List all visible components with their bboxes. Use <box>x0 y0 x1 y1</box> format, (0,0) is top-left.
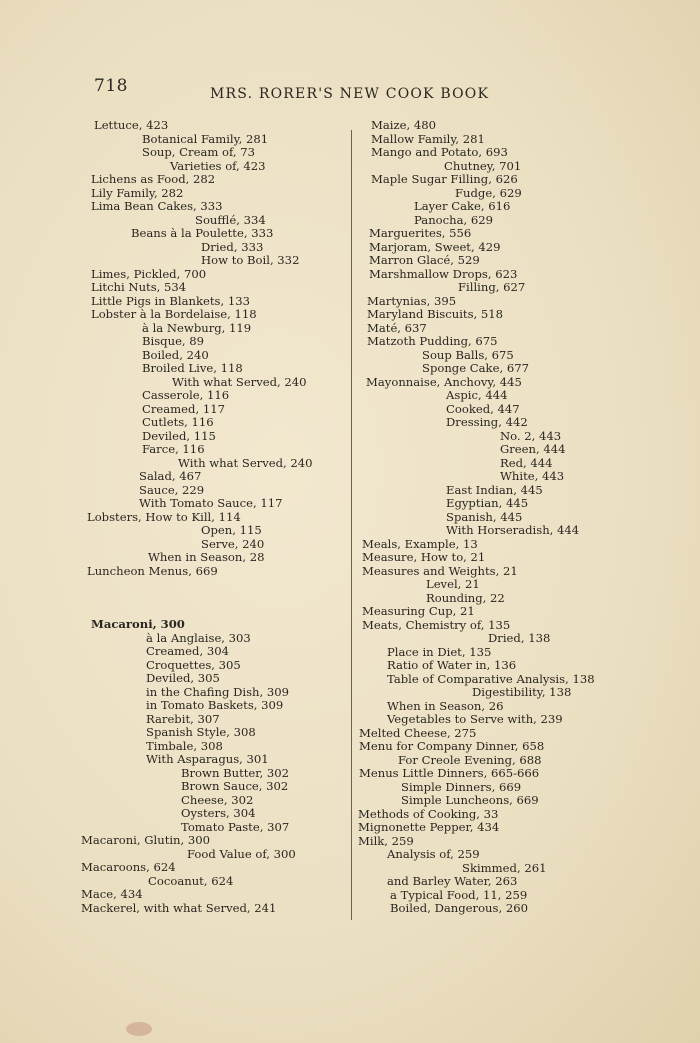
index-entry: Simple Luncheons, 669 <box>401 793 539 807</box>
index-entry: in the Chafing Dish, 309 <box>146 684 290 699</box>
index-entry: Soup Balls, 675 <box>422 347 514 362</box>
index-entry: Mango and Potato, 693 <box>371 145 508 159</box>
index-entry: Brown Butter, 302 <box>181 765 290 780</box>
index-entry: Serve, 240 <box>201 536 265 551</box>
index-entry: Spanish, 445 <box>446 509 523 524</box>
page-number: 718 <box>94 76 128 96</box>
index-entry: Brown Sauce, 302 <box>181 779 289 793</box>
index-entry: Beans à la Poulette, 333 <box>131 226 274 240</box>
index-entry: Maryland Biscuits, 518 <box>367 307 504 321</box>
index-entry: Bisque, 89 <box>142 334 205 348</box>
index-entry: Casserole, 116 <box>142 388 230 402</box>
index-column-left <box>60 119 335 915</box>
index-entry: Limes, Pickled, 700 <box>91 266 207 281</box>
index-entry: Botanical Family, 281 <box>142 131 269 146</box>
index-entry: Measure, How to, 21 <box>362 550 486 564</box>
index-entry: Salad, 467 <box>139 469 202 483</box>
index-entry: and Barley Water, 263 <box>387 874 518 888</box>
index-entry: Meats, Chemistry of, 135 <box>362 617 511 632</box>
index-entry: Meals, Example, 13 <box>362 536 478 551</box>
index-entry: Table of Comparative Analysis, 138 <box>387 671 595 686</box>
index-entry: Measures and Weights, 21 <box>362 563 518 578</box>
index-entry: Lettuce, 423 <box>94 118 169 132</box>
index-entry: Croquettes, 305 <box>146 657 241 672</box>
index-entry: Place in Diet, 135 <box>387 644 492 659</box>
index-entry: Level, 21 <box>426 577 480 591</box>
index-entry: Egyptian, 445 <box>446 496 529 510</box>
index-entry: à la Anglaise, 303 <box>146 630 251 645</box>
index-entry: Sponge Cake, 677 <box>422 361 529 375</box>
index-entry: Dressing, 442 <box>446 415 528 429</box>
index-entry: Digestibility, 138 <box>472 685 572 699</box>
index-entry: Dried, 138 <box>488 631 551 645</box>
index-entry: Marshmallow Drops, 623 <box>369 266 518 281</box>
index-entry: Cocoanut, 624 <box>148 873 234 888</box>
section-gap <box>60 578 335 618</box>
index-entry: Filling, 627 <box>458 280 526 294</box>
index-entry: How to Boil, 332 <box>201 253 300 267</box>
index-entry: Menus Little Dinners, 665-666 <box>359 766 540 780</box>
running-title: MRS. RORER'S NEW COOK BOOK <box>210 86 490 102</box>
index-entry: For Creole Evening, 688 <box>398 752 542 767</box>
index-entry: Martynias, 395 <box>367 293 457 308</box>
index-entry: Mackerel, with what Served, 241 <box>81 900 277 915</box>
index-entry: Varieties of, 423 <box>170 158 266 173</box>
index-entry: Cutlets, 116 <box>142 415 214 429</box>
index-entry: Food Value of, 300 <box>187 846 296 861</box>
index-entry: With Horseradish, 444 <box>446 523 580 537</box>
index-entry: Boiled, 240 <box>142 347 209 362</box>
index-entry: Methods of Cooking, 33 <box>358 806 499 821</box>
index-entry: Mignonette Pepper, 434 <box>358 820 500 834</box>
index-entry: Simple Dinners, 669 <box>401 779 522 794</box>
index-entry: Matzoth Pudding, 675 <box>367 334 498 348</box>
index-entry: Marron Glacé, 529 <box>369 253 480 267</box>
paper-stain <box>126 1022 152 1036</box>
index-entry: Measuring Cup, 21 <box>362 604 475 618</box>
index-entry: Deviled, 115 <box>142 428 216 443</box>
index-entry: Macaroni, 300 <box>91 617 185 631</box>
index-entry: With Asparagus, 301 <box>146 752 269 766</box>
index-entry: Luncheon Menus, 669 <box>87 563 218 578</box>
index-entry: Layer Cake, 616 <box>414 199 511 213</box>
index-entry: Soup, Cream of, 73 <box>142 145 256 159</box>
index-entry: Open, 115 <box>201 523 262 537</box>
index-entry: Broiled Live, 118 <box>142 361 243 375</box>
index-entry: With what Served, 240 <box>172 374 307 389</box>
index-entry: Aspic, 444 <box>446 388 508 402</box>
index-entry: Spanish Style, 308 <box>146 725 256 739</box>
index-entry: When in Season, 26 <box>387 698 504 713</box>
index-entry: East Indian, 445 <box>446 482 543 497</box>
index-entry: Analysis of, 259 <box>387 847 480 861</box>
index-entry: Ratio of Water in, 136 <box>387 658 517 672</box>
column-divider <box>351 130 352 920</box>
index-entry: Melted Cheese, 275 <box>359 725 477 740</box>
index-column-right <box>358 119 678 916</box>
index-entry: Red, 444 <box>500 455 553 470</box>
index-entry: Milk, 259 <box>358 833 414 848</box>
index-entry: Soufflé, 334 <box>195 212 266 227</box>
index-entry: Green, 444 <box>500 442 566 456</box>
index-entry: Macaroons, 624 <box>81 860 176 874</box>
index-entry: Marjoram, Sweet, 429 <box>369 239 501 254</box>
index-entry: Boiled, Dangerous, 260 <box>390 901 528 915</box>
index-entry: Oysters, 304 <box>181 806 256 820</box>
index-entry: in Tomato Baskets, 309 <box>146 698 284 712</box>
index-entry: Maple Sugar Filling, 626 <box>371 172 518 186</box>
index-entry: Vegetables to Serve with, 239 <box>387 712 563 726</box>
index-entry: Sauce, 229 <box>139 482 205 497</box>
index-entry: No. 2, 443 <box>500 428 562 443</box>
index-entry: Timbale, 308 <box>146 738 223 753</box>
index-entry: Mallow Family, 281 <box>371 131 485 146</box>
index-entry: Tomato Paste, 307 <box>181 819 290 834</box>
index-entry: With what Served, 240 <box>178 455 313 470</box>
index-entry: Litchi Nuts, 534 <box>91 280 187 294</box>
index-entry: Panocha, 629 <box>414 212 494 227</box>
index-entry: Rarebit, 307 <box>146 711 220 726</box>
index-entry: Rounding, 22 <box>426 590 505 605</box>
index-entry: With Tomato Sauce, 117 <box>139 496 283 510</box>
index-entry: Maize, 480 <box>371 118 436 132</box>
index-entry: a Typical Food, 11, 259 <box>390 887 528 902</box>
index-entry: Creamed, 117 <box>142 401 225 416</box>
index-entry: Chutney, 701 <box>444 158 522 173</box>
index-entry: Macaroni, Glutin, 300 <box>81 833 211 847</box>
index-entry: Lichens as Food, 282 <box>91 172 216 186</box>
index-entry: Farce, 116 <box>142 442 205 456</box>
index-entry: Menu for Company Dinner, 658 <box>359 739 545 753</box>
index-entry: Lily Family, 282 <box>91 185 184 200</box>
index-entry: à la Newburg, 119 <box>142 320 252 335</box>
index-entry: Deviled, 305 <box>146 671 220 685</box>
index-entry: Dried, 333 <box>201 239 264 254</box>
index-entry: Lobsters, How to Kill, 114 <box>87 509 241 524</box>
index-entry: When in Season, 28 <box>148 550 265 564</box>
index-entry: Creamed, 304 <box>146 644 229 658</box>
index-entry: Lobster à la Bordelaise, 118 <box>91 307 257 321</box>
index-entry: Cooked, 447 <box>446 401 520 416</box>
index-entry: Fudge, 629 <box>455 185 522 200</box>
index-entry: Cheese, 302 <box>181 792 254 807</box>
index-entry: White, 443 <box>500 469 565 483</box>
index-entry: Lima Bean Cakes, 333 <box>91 199 223 213</box>
index-entry: Maté, 637 <box>367 320 427 335</box>
index-entry: Little Pigs in Blankets, 133 <box>91 293 251 308</box>
index-entry: Mace, 434 <box>81 887 143 901</box>
index-entry: Marguerites, 556 <box>369 226 472 240</box>
index-entry: Skimmed, 261 <box>462 860 547 875</box>
index-entry: Mayonnaise, Anchovy, 445 <box>366 374 522 389</box>
